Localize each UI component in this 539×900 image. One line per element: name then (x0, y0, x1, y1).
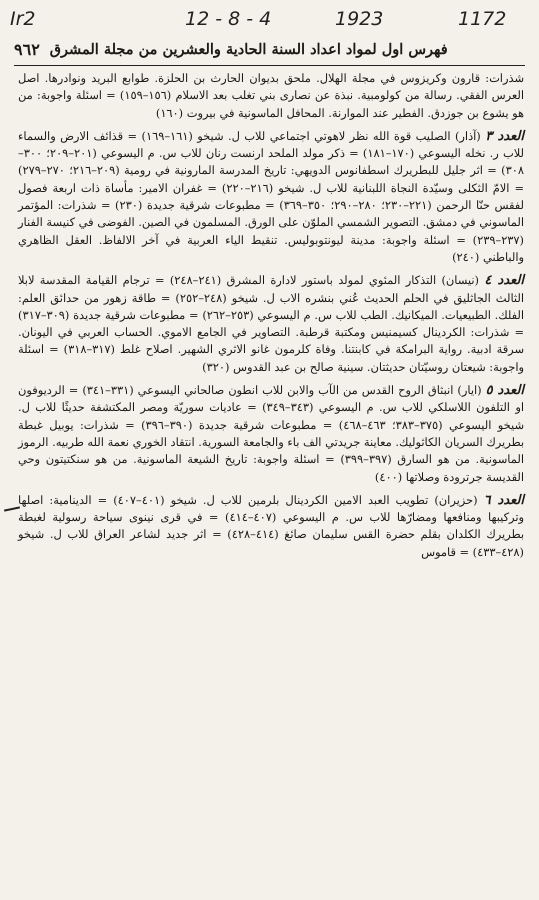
index-body (18, 70, 524, 567)
handwritten-note-left: Ir2 (10, 8, 36, 30)
issue-label: العدد ٣ (485, 128, 524, 144)
paragraph-text: (نيسان) التذكار المئوي لمولد باستور لادارة المشرق (٢٤١–٢٤٨) = ترجام القيامة المقدسة لابلا الثالث الجاثليق في الحلم الحديث عُني بنشره الاب ل. شيخو (٢٤٨–٢٥٢) = طاقة زهور من حدائق العلم: الفلك. الطبيعيات. الميكانيك. الطب للاب س. م اليسوعي (٢٥٣–٢٦٢) = مطبوعات شرقية جديدة (٣٠٩–٣١٧) = شذرات: الكردينال كسيمنيس ومكتبة قرطبة. التصاوير في الجامع الاموي. الحساب العربي في اليونان. سرقة ادبية. رواية البرامكة في كابنتنا. وفاة كلرمون غانو الاثري الشهير. اصلاح غلط (٣١٧–٣١٨) = اسئلة واجوبة: شيعتان روسيّتان حديثتان. سينية صالح بن عبد القدوس (٣٢٠) (18, 273, 524, 374)
index-paragraph (18, 70, 524, 122)
paragraph-text: (حزيران) تطويب العبد الامين الكردينال بلرمين للاب ل. شيخو (٤٠١–٤٠٧) = الدينامية: اصلها وتركيبها ومنافعها ومضارّها للاب س. م اليسوعي (٤٠٧–٤١٤) = في قرى نينوى سياحة رسولية لغبطة بطريرك الكلدان بقلم حضرة القس سليمان صائغ (٤١٤–٤٢٨) = اثر جديد لشاعر العراق للاب ل. شيخو (٤٢٨–٤٣٣) = قاموس (18, 492, 525, 559)
issue-label: العدد ٦ (483, 492, 525, 508)
header-rule (14, 65, 525, 66)
issue-label: العدد ٥ (485, 383, 524, 399)
paragraph-text: شذرات: قارون وكريزوس في مجلة الهلال. ملحق بديوان الحارث بن الحلزة. طوابع البريد ونوادرها. اصل العرس الفقي. رسالة من كولومبية. نبذة عن نصارى بني تغلب بعد الاسلام (١٥٦–١٥٩) = اسئلة واجوبة: من هو يشوع بن جوزدق. الفطير عند الموارنة. المحافل الماسونية في بيروت (١٦٠) (18, 71, 524, 120)
paragraph-text: (آذار) الصليب قوة الله نظر لاهوتي اجتماعي للاب ل. شيخو (١٦١–١٦٩) = قذائف الارض والسماء للاب ر. نخله اليسوعي (١٧٠–١٨١) = ذكر مولد الملحد ارنست رنان للاب س. م اليسوعي (٢٠١–٢٠٩؛ ٣٠٠–٣٠٨) = اثر جليل للبطريرك اسطفانوس الدويهي: تاريخ المدرسة المارونية في رومية (٢٠٩–٢١٦؛ ٢٧٠–٢٧٩) = الامّ الثكلى وسيّدة النجاة اللبنانية للاب ل. شيخو (٢١٦–٢٢٠) = غفران الامير: مأساة ذات اربعة فصول لفقس حنّا الرحمن (٢٢١–٢٣٠؛ ٢٨٠–٢٩٠؛ ٣٥٠–٣٦٩) = مطبوعات شرقية جديدة (٢٣٠) = شذرات: المؤتمر الماسوني في دمشق. التصوير الشمسي الملوّن على الورق. المسلمون في الصين. الفوضى في كنيسة الفنار (٢٣٧–٢٣٩) = اسئلة واجوبة: مدينة ليونتوبوليس. تنقيط الياء العربية في آخر الالفاظ. العقل الظاهري والباطني (٢٤٠) (18, 128, 525, 264)
handwritten-year: 1923 (335, 8, 384, 30)
index-paragraph (18, 272, 524, 376)
index-paragraph (18, 382, 524, 486)
index-paragraph (18, 128, 524, 266)
index-paragraph (18, 492, 524, 561)
page-number: ٩٦٢ (14, 39, 40, 59)
paragraph-text: (ايار) انبثاق الروح القدس من الآب والابن للاب انطون صالحاني اليسوعي (٣٣١–٣٤١) = الرديوفون او التلفون اللاسلكي للاب س. م اليسوعي (٣٤٣–٣٤٩) = عاديات سوريّة ومصر المكتشفة حديثًا للاب ل. شيخو اليسوعي (٣٧٥–٣٨٣؛ ٤٦٣–٤٦٨) = مطبوعات شرقية جديدة (٣٩٠–٣٩٦) = شذرات: يوبيل غبطة بطريرك السريان الكاثوليك. معاينة جريدتي الف باء والجامعة السورية. انتقاد الخوري نعمة الله طربيه. الرموز الماسونية. من هو السارق (٣٩٧–٣٩٩) = اسئلة واجوبة: تاريخ الشيعة الماسونية. من هو سنكتيتون وحي القديسة جرترودة وصلاتها (٤٠٠) (18, 383, 524, 484)
handwritten-page-id: 1172 (458, 8, 507, 30)
handwritten-date: 12 - 8 - 4 (185, 8, 272, 30)
issue-label: العدد ٤ (484, 273, 525, 289)
page-title: فهرس اول لمواد اعداد السنة الحادية والعشرين من مجلة المشرق (49, 40, 448, 58)
page-header (14, 36, 525, 62)
